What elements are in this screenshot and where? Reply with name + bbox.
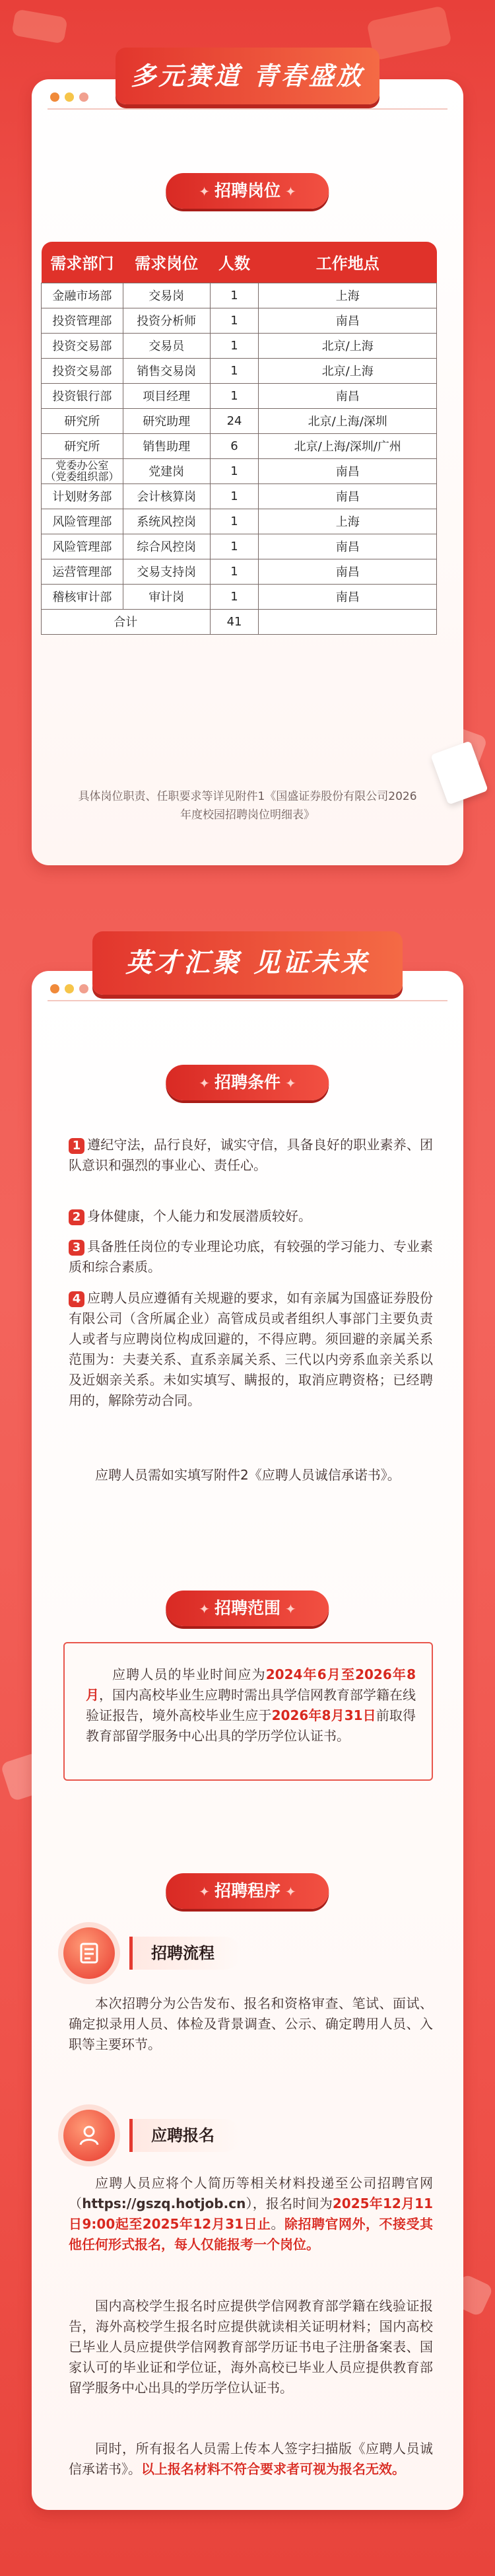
flowchart-icon bbox=[76, 1940, 102, 1966]
col-header: 需求部门 bbox=[42, 242, 123, 283]
positions-table bbox=[41, 242, 437, 635]
step2-part: 。 bbox=[271, 2216, 285, 2232]
department-cell: 金融市场部 bbox=[42, 283, 123, 308]
condition-item bbox=[69, 1206, 433, 1227]
table-row bbox=[42, 584, 437, 609]
step1-title: 招聘流程 bbox=[129, 1937, 241, 1970]
table-row bbox=[42, 433, 437, 458]
sparkle-icon: ✦ bbox=[280, 1075, 296, 1091]
headcount-cell: 6 bbox=[210, 433, 259, 458]
department-cell: 研究所 bbox=[42, 408, 123, 433]
position-cell: 综合风控岗 bbox=[123, 534, 210, 559]
section2-banner: 英才汇聚 见证未来 bbox=[92, 931, 403, 995]
application-rule: 除招聘官网外，不接受其他任何形式报名，每人仅能报考一个岗位。 bbox=[69, 2216, 434, 2252]
step2-commitment bbox=[69, 2439, 433, 2480]
scope-part: 应聘人员的毕业时间应为 bbox=[112, 1666, 266, 1682]
location-cell: 北京/上海 bbox=[259, 333, 437, 358]
table-row bbox=[42, 534, 437, 559]
table-header-row bbox=[42, 242, 437, 283]
table-row bbox=[42, 383, 437, 408]
scope-part: ，国内高校毕业生应聘时需出具学信网教育部学籍在线验证报告，境外高校毕业生应于 bbox=[86, 1687, 416, 1723]
number-badge: 3 bbox=[69, 1240, 84, 1256]
table-row bbox=[42, 458, 437, 483]
pill-label: 招聘条件 bbox=[214, 1073, 281, 1092]
condition-text: 应聘人员应遵循有关规避的要求，如有亲属为国盛证券股份有限公司（含所属企业）高管成员或者组织人事部门主要负责人或者与应聘岗位构成回避的，不得应聘。须回避的亲属关系范围为：夫妻关系、直系亲属关系、三代以内旁系血亲关系以及近姻亲关系。未如实填写、瞒报的，取消应聘资格；已经聘用的，解除劳动合同。 bbox=[69, 1290, 433, 1408]
headcount-cell: 1 bbox=[210, 358, 259, 383]
condition-text: 遵纪守法，品行良好，诚实守信，具备良好的职业素养、团队意识和强烈的事业心、责任心。 bbox=[69, 1137, 433, 1173]
position-cell: 交易岗 bbox=[123, 283, 210, 308]
scope-pill bbox=[166, 1591, 329, 1626]
total-row bbox=[42, 609, 437, 634]
condition-item bbox=[69, 1288, 433, 1411]
window-dots bbox=[50, 984, 88, 993]
condition-item bbox=[69, 1135, 433, 1176]
divider bbox=[48, 108, 447, 110]
sparkle-icon: ✦ bbox=[199, 184, 214, 199]
position-cell: 系统风控岗 bbox=[123, 509, 210, 534]
headcount-cell: 1 bbox=[210, 483, 259, 509]
position-cell: 交易员 bbox=[123, 333, 210, 358]
sparkle-icon: ✦ bbox=[280, 1601, 296, 1617]
sparkle-icon: ✦ bbox=[199, 1075, 214, 1091]
sparkle-icon: ✦ bbox=[280, 184, 296, 199]
conditions-footer: 应聘人员需如实填写附件2《应聘人员诚信承诺书》。 bbox=[95, 1467, 401, 1483]
section1-banner: 多元赛道 青春盛放 bbox=[116, 48, 380, 104]
headcount-cell: 1 bbox=[210, 534, 259, 559]
headcount-cell: 1 bbox=[210, 559, 259, 584]
location-cell: 南昌 bbox=[259, 383, 437, 408]
background-decoration bbox=[11, 9, 68, 44]
process-step-icon bbox=[63, 2110, 115, 2161]
table-row bbox=[42, 559, 437, 584]
table-row bbox=[42, 408, 437, 433]
department-cell: 投资交易部 bbox=[42, 333, 123, 358]
step2-part: 应聘人员应将个人简历等相关材料投递至公司招聘官网（ bbox=[69, 2175, 433, 2211]
col-header: 需求岗位 bbox=[123, 242, 210, 283]
total-empty bbox=[259, 609, 437, 634]
headcount-cell: 1 bbox=[210, 509, 259, 534]
department-cell: 投资管理部 bbox=[42, 308, 123, 333]
positions-pill bbox=[166, 173, 329, 209]
condition-text: 身体健康，个人能力和发展潜质较好。 bbox=[87, 1208, 312, 1224]
position-cell: 投资分析师 bbox=[123, 308, 210, 333]
conditions-pill bbox=[166, 1065, 329, 1100]
sparkle-icon: ✦ bbox=[280, 1884, 296, 1900]
location-cell: 南昌 bbox=[259, 584, 437, 609]
position-cell: 销售助理 bbox=[123, 433, 210, 458]
location-cell: 北京/上海/深圳 bbox=[259, 408, 437, 433]
department-cell: 研究所 bbox=[42, 433, 123, 458]
position-cell: 党建岗 bbox=[123, 458, 210, 483]
step2-title: 应聘报名 bbox=[129, 2119, 241, 2152]
total-label: 合计 bbox=[42, 609, 211, 634]
department-cell: 投资交易部 bbox=[42, 358, 123, 383]
department-cell: 稽核审计部 bbox=[42, 584, 123, 609]
department-cell: 投资银行部 bbox=[42, 383, 123, 408]
table-row bbox=[42, 509, 437, 534]
headcount-cell: 1 bbox=[210, 283, 259, 308]
location-cell: 南昌 bbox=[259, 483, 437, 509]
position-cell: 研究助理 bbox=[123, 408, 210, 433]
background-decoration bbox=[366, 5, 452, 61]
total-value: 41 bbox=[210, 609, 259, 634]
location-cell: 南昌 bbox=[259, 308, 437, 333]
scope-text bbox=[86, 1664, 416, 1746]
headcount-cell: 1 bbox=[210, 333, 259, 358]
position-cell: 审计岗 bbox=[123, 584, 210, 609]
condition-text: 具备胜任岗位的专业理论功底，有较强的学习能力、专业素质和综合素质。 bbox=[69, 1238, 433, 1275]
headcount-cell: 1 bbox=[210, 458, 259, 483]
number-badge: 1 bbox=[69, 1138, 84, 1154]
pill-label: 招聘范围 bbox=[214, 1598, 281, 1618]
step1-text: 本次招聘分为公告发布、报名和资格审查、笔试、面试、确定拟录用人员、体检及背景调查、公示、确定聘用人员、入职等主要环节。 bbox=[69, 1995, 433, 2052]
graduation-dates: 2024年6月至2026年8月 bbox=[86, 1666, 416, 1703]
position-cell: 交易支持岗 bbox=[123, 559, 210, 584]
step2-text bbox=[69, 2173, 433, 2255]
user-register-icon bbox=[76, 2122, 102, 2149]
location-cell: 上海 bbox=[259, 509, 437, 534]
process-pill bbox=[166, 1873, 329, 1909]
location-cell: 南昌 bbox=[259, 534, 437, 559]
col-header: 人数 bbox=[210, 242, 259, 283]
number-badge: 2 bbox=[69, 1209, 84, 1225]
department-cell: 风险管理部 bbox=[42, 534, 123, 559]
location-cell: 北京/上海 bbox=[259, 358, 437, 383]
department-cell: 计划财务部 bbox=[42, 483, 123, 509]
sparkle-icon: ✦ bbox=[199, 1884, 214, 1900]
scope-part: 前取得教育部留学服务中心出具的学历学位认证书。 bbox=[86, 1707, 416, 1744]
sparkle-icon: ✦ bbox=[199, 1601, 214, 1617]
location-cell: 北京/上海/深圳/广州 bbox=[259, 433, 437, 458]
location-cell: 南昌 bbox=[259, 559, 437, 584]
table-row bbox=[42, 308, 437, 333]
position-cell: 项目经理 bbox=[123, 383, 210, 408]
col-header: 工作地点 bbox=[259, 242, 437, 283]
invalid-warning: 以上报名材料不符合要求者可视为报名无效。 bbox=[141, 2461, 405, 2477]
headcount-cell: 1 bbox=[210, 584, 259, 609]
pill-label: 招聘岗位 bbox=[214, 181, 281, 200]
number-badge: 4 bbox=[69, 1291, 84, 1307]
divider bbox=[48, 1000, 447, 1001]
table-row bbox=[42, 333, 437, 358]
recruitment-site-link[interactable]: https://gszq.hotjob.cn bbox=[82, 2196, 246, 2211]
location-cell: 南昌 bbox=[259, 458, 437, 483]
table-row bbox=[42, 358, 437, 383]
headcount-cell: 1 bbox=[210, 383, 259, 408]
headcount-cell: 1 bbox=[210, 308, 259, 333]
process-step-icon bbox=[63, 1927, 115, 1979]
step2-part: 同时，所有报名人员需上传本人签字扫描版《应聘人员诚信承诺书》。 bbox=[69, 2441, 433, 2477]
pill-label: 招聘程序 bbox=[214, 1881, 281, 1900]
step2-documents: 国内高校学生报名时应提供学信网教育部学籍在线验证报告，海外高校学生报名时应提供就读相关证明材料；国内高校已毕业人员应提供学信网教育部学历证书电子注册备案表、国家认可的毕业证和学位证，海外高校已毕业人员应提供教育部留学服务中心出具的学历学位认证书。 bbox=[69, 2298, 433, 2396]
department-cell: 风险管理部 bbox=[42, 509, 123, 534]
headcount-cell: 24 bbox=[210, 408, 259, 433]
deadline-date: 2026年8月31日 bbox=[271, 1707, 376, 1723]
positions-note: 具体岗位职责、任职要求等详见附件1《国盛证券股份有限公司2026年度校园招聘岗位明细表》 bbox=[78, 790, 417, 822]
table-row bbox=[42, 483, 437, 509]
department-cell: 运营管理部 bbox=[42, 559, 123, 584]
department-cell: 党委办公室 （党委组织部） bbox=[42, 458, 123, 483]
step2-part: ），报名时间为 bbox=[246, 2196, 333, 2211]
table-row bbox=[42, 283, 437, 308]
window-dots bbox=[50, 92, 88, 102]
position-cell: 销售交易岗 bbox=[123, 358, 210, 383]
condition-item bbox=[69, 1236, 433, 1277]
position-cell: 会计核算岗 bbox=[123, 483, 210, 509]
location-cell: 上海 bbox=[259, 283, 437, 308]
application-period: 2025年12月11日9:00起至2025年12月31日止 bbox=[69, 2196, 434, 2232]
